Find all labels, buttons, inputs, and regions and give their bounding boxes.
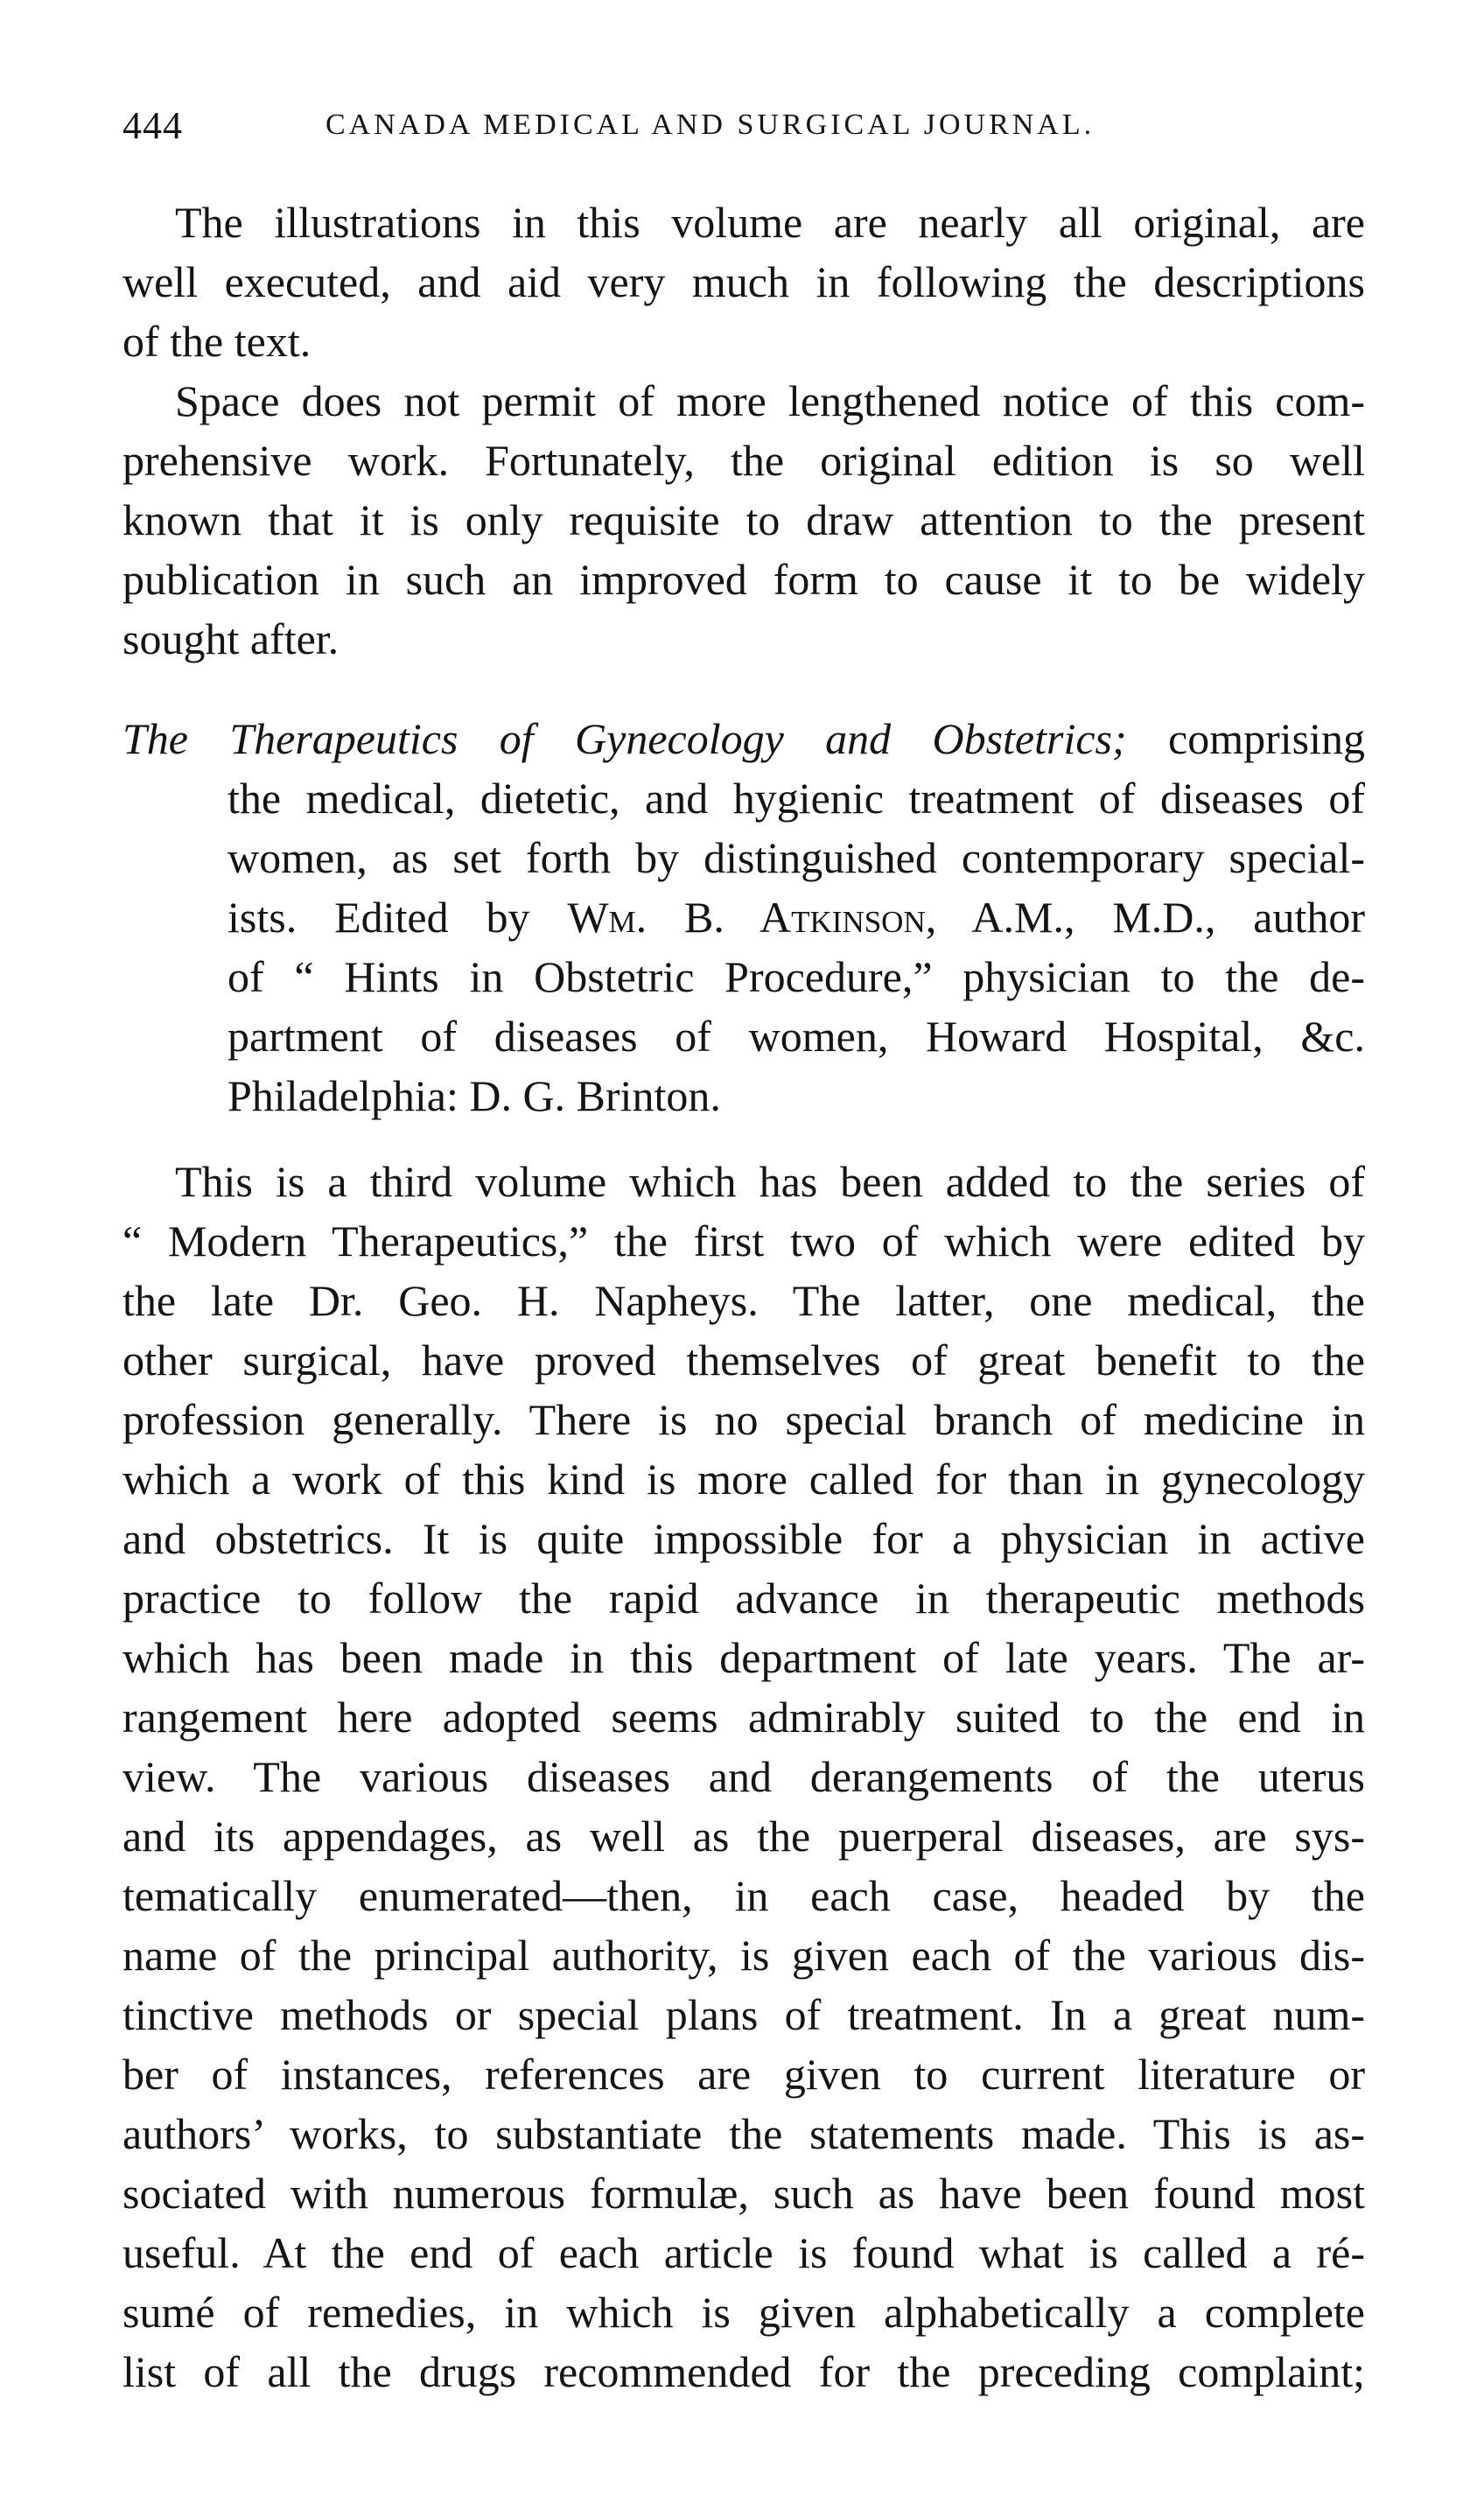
- paragraph-2-line: known that it is only requisite to draw attention to the present: [122, 495, 1365, 544]
- paragraph-3-line: which has been made in this department of late years. The ar-: [122, 1633, 1365, 1682]
- review-heading-line: the medical, dietetic, and hygienic treatment of diseases of: [228, 774, 1365, 823]
- paragraph-3-line: other surgical, have proved themselves of great benefit to the: [122, 1336, 1365, 1385]
- paragraph-2-line: Space does not permit of more lengthened notice of this com-: [175, 376, 1365, 425]
- running-title: CANADA MEDICAL AND SURGICAL JOURNAL.: [326, 109, 1096, 141]
- paragraph-3-line: profession generally. There is no special branch of medicine in: [122, 1395, 1365, 1444]
- paragraph-3-line: and obstetrics. It is quite impossible for a physician in active: [122, 1514, 1365, 1563]
- section-gap: [122, 1125, 1365, 1152]
- paragraph-3-line: sumé of remedies, in which is given alphabetically a complete: [122, 2288, 1365, 2337]
- paragraph-3-line: sociated with numerous formulæ, such as have been found most: [122, 2169, 1365, 2218]
- book-title: The Therapeutics of Gynecology and Obstetrics;: [122, 714, 1127, 763]
- paragraph-1-line: The illustrations in this volume are nearly all original, are: [175, 198, 1365, 247]
- paragraph-1-line: well executed, and aid very much in following the descriptions: [122, 257, 1365, 306]
- paragraph-3-line: “ Modern Therapeutics,” the first two of which were edited by: [122, 1216, 1365, 1266]
- paragraph-3-line: name of the principal authority, is given each of the various dis-: [122, 1931, 1365, 1980]
- review-heading-line: partment of diseases of women, Howard Hospital, &c.: [228, 1012, 1365, 1061]
- section-gap: [122, 669, 1365, 709]
- paragraph-3-line: tinctive methods or special plans of treatment. In a great num-: [122, 1990, 1365, 2039]
- paragraph-3-line: useful. At the end of each article is found what is called a ré-: [122, 2228, 1365, 2277]
- paragraph-3-line: the late Dr. Geo. H. Napheys. The latter, one medical, the: [122, 1276, 1365, 1325]
- paragraph-3-line: authors’ works, to substantiate the statements made. This is as-: [122, 2109, 1365, 2158]
- editor-prefix: ists. Edited by: [228, 893, 568, 942]
- review-title-line: [122, 709, 1365, 768]
- paragraph-2-line: prehensive work. Fortunately, the original edition is so well: [122, 436, 1365, 485]
- paragraph-3-line: practice to follow the rapid advance in therapeutic methods: [122, 1574, 1365, 1623]
- paragraph-3-line: which a work of this kind is more called for than in gynecology: [122, 1455, 1365, 1504]
- book-title-continuation: comprising: [1126, 714, 1365, 763]
- review-heading-line: of “ Hints in Obstetric Procedure,” physician to the de-: [228, 952, 1365, 1001]
- paragraph-3-line: rangement here adopted seems admirably suited to the end in: [122, 1693, 1365, 1742]
- paragraph-3-line: tematically enumerated—then, in each case, headed by the: [122, 1871, 1365, 1920]
- paragraph-3-line: view. The various diseases and derangements of the uterus: [122, 1752, 1365, 1801]
- paragraph-3-line: This is a third volume which has been added to the series of: [175, 1157, 1365, 1206]
- paragraph-1-line: of the text.: [122, 317, 312, 366]
- editor-suffix: , A.M., M.D., author: [925, 893, 1365, 942]
- paragraph-2-line: sought after.: [122, 614, 340, 663]
- review-publisher-line: Philadelphia: D. G. Brinton.: [228, 1071, 721, 1120]
- paragraph-2-line: publication in such an improved form to cause it to be widely: [122, 555, 1365, 604]
- review-heading-line: women, as set forth by distinguished contemporary special-: [228, 833, 1365, 882]
- review-editor-line: [122, 887, 1365, 947]
- editor-name: Wm. B. Atkinson: [567, 893, 926, 942]
- page-header: [122, 103, 1365, 156]
- page-number: 444: [122, 104, 183, 147]
- paragraph-3-line: ber of instances, references are given to current literature or: [122, 2050, 1365, 2099]
- paragraph-3-line: list of all the drugs recommended for the preceding complaint;: [122, 2347, 1365, 2396]
- paragraph-3-line: and its appendages, as well as the puerperal diseases, are sys-: [122, 1812, 1365, 1861]
- body-text: [122, 193, 1365, 2401]
